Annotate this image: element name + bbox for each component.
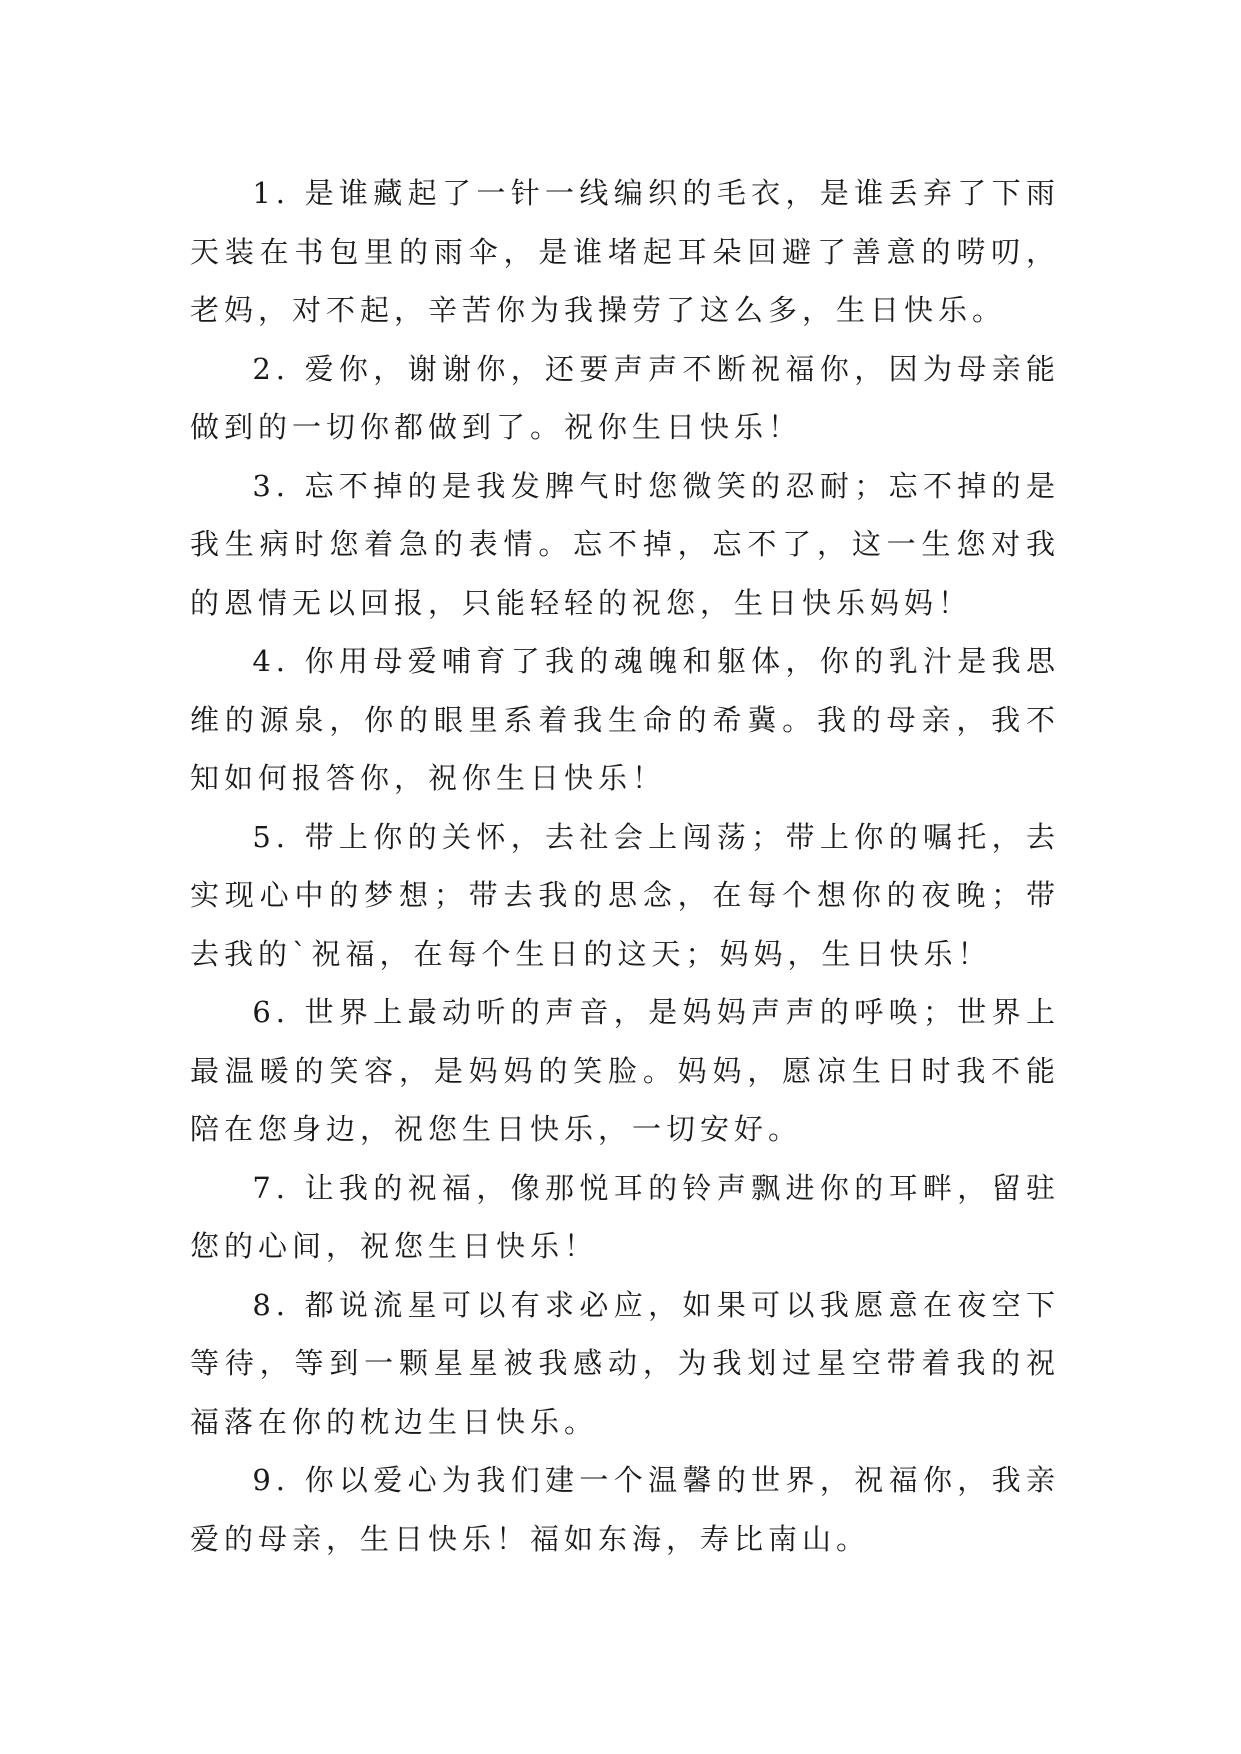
paragraph-1: 1. 是谁藏起了一针一线编织的毛衣，是谁丢弃了下雨天装在书包里的雨伞，是谁堵起耳朵回避了善意的唠叨，老妈，对不起，辛苦你为我操劳了这么多，生日快乐。 (190, 176, 1060, 327)
paragraph-7: 7. 让我的祝福，像那悦耳的铃声飘进你的耳畔，留驻您的心间，祝您生日快乐！ (190, 1170, 1060, 1263)
document-body (190, 164, 1060, 1568)
paragraph-2: 2. 爱你，谢谢你，还要声声不断祝福你，因为母亲能做到的一切你都做到了。祝你生日快乐！ (190, 351, 1060, 444)
paragraph-4: 4. 你用母爱哺育了我的魂魄和躯体，你的乳汁是我思维的源泉，你的眼里系着我生命的希冀。我的母亲，我不知如何报答你，祝你生日快乐！ (190, 644, 1060, 795)
paragraph-5: 5. 带上你的关怀，去社会上闯荡；带上你的嘱托，去实现心中的梦想；带去我的思念，在每个想你的夜晚；带去我的`祝福，在每个生日的这天；妈妈，生日快乐！ (190, 819, 1060, 971)
paragraph-8: 8. 都说流星可以有求必应，如果可以我愿意在夜空下等待，等到一颗星星被我感动，为我划过星空带着我的祝福落在你的枕边生日快乐。 (190, 1287, 1060, 1439)
paragraph-3: 3. 忘不掉的是我发脾气时您微笑的忍耐；忘不掉的是我生病时您着急的表情。忘不掉，忘不了，这一生您对我的恩情无以回报，只能轻轻的祝您，生日快乐妈妈！ (190, 468, 1060, 620)
paragraph-9: 9. 你以爱心为我们建一个温馨的世界，祝福你，我亲爱的母亲，生日快乐！福如东海，寿比南山。 (190, 1463, 1060, 1556)
paragraph-6: 6. 世界上最动听的声音，是妈妈声声的呼唤；世界上最温暖的笑容，是妈妈的笑脸。妈妈，愿凉生日时我不能陪在您身边，祝您生日快乐，一切安好。 (190, 995, 1060, 1146)
